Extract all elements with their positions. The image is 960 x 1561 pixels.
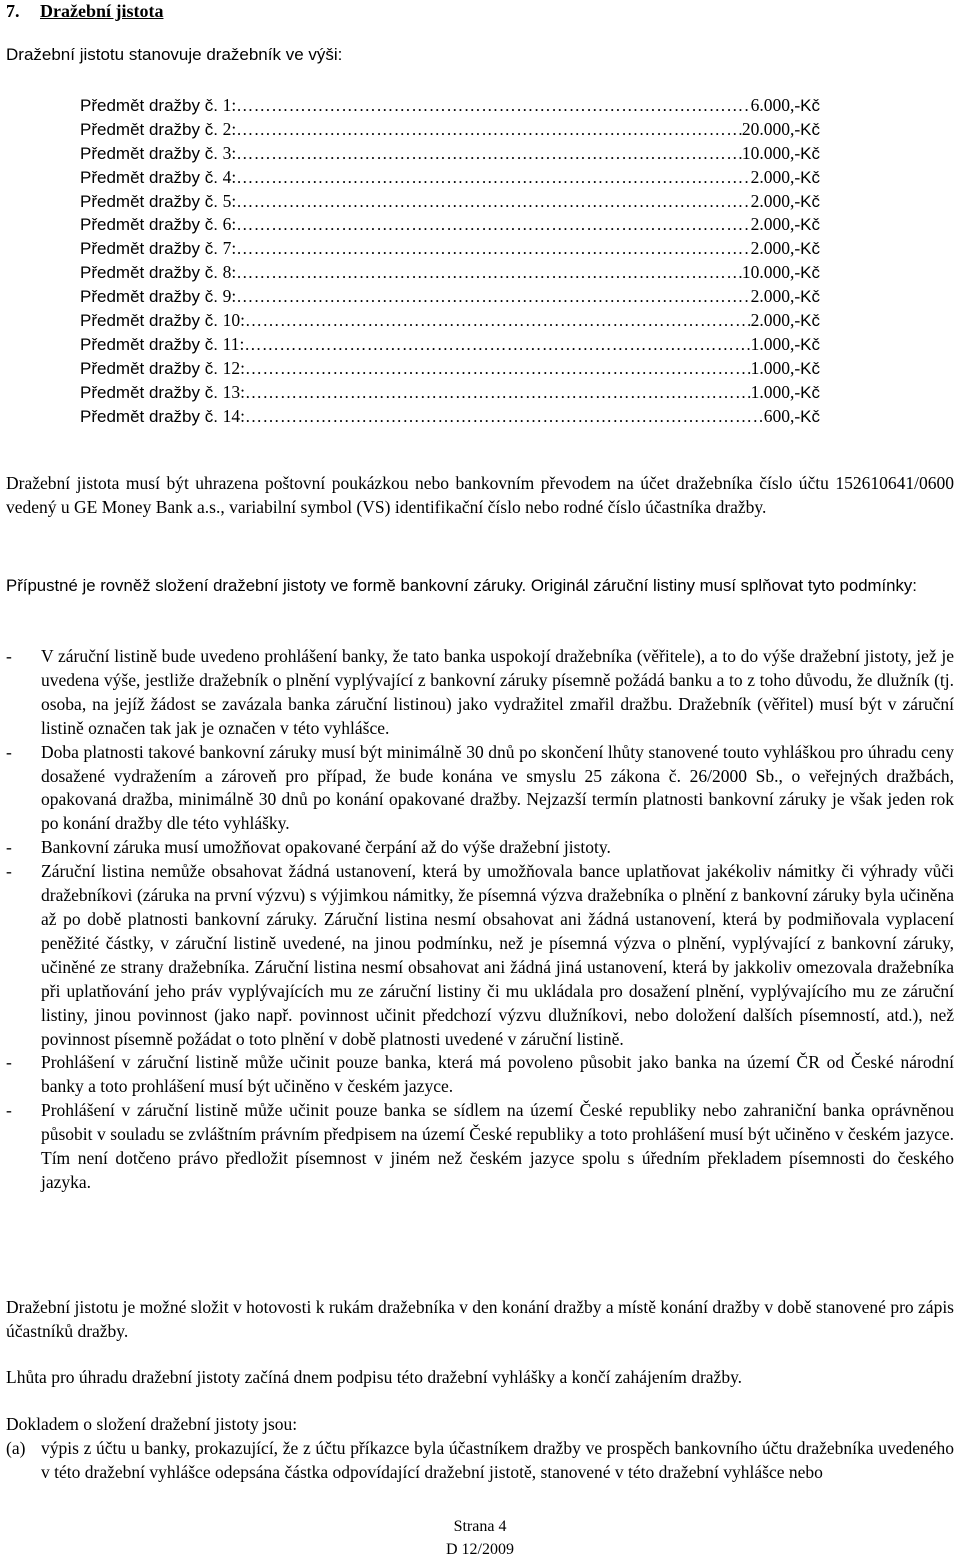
deposit-item	[80, 285, 820, 309]
leader-dots	[245, 309, 751, 333]
condition-text: Prohlášení v záruční listině může učinit pouze banka se sídlem na území České republiky nebo zahraniční banka oprávněnou působit v souladu se zvláštním právním předpisem na území České republiky a toto prohlášení musí být učiněno v českém jazyce. Tím není dotčeno právo předložit písemnost v jiném než českém jazyce spolu s úředním překladem písemnosti do českého jazyka.	[41, 1100, 954, 1192]
currency: Kč	[800, 239, 820, 259]
proofs-title-text: Dokladem o složení dražební jistoty jsou:	[6, 1414, 298, 1434]
currency: Kč	[800, 263, 820, 283]
deposit-item-label: Předmět dražby č. 7:	[80, 238, 237, 259]
deposit-item-label: Předmět dražby č. 13:	[80, 381, 246, 402]
currency: Kč	[800, 334, 820, 354]
deposit-item	[80, 381, 820, 405]
guarantee-text: Přípustné je rovněž složení dražební jistoty ve formě bankovní záruky. Originál záruční listiny musí splňovat tyto podmínky:	[6, 576, 917, 595]
currency: Kč	[800, 167, 820, 187]
deposit-item-label: Předmět dražby č. 2:	[80, 118, 237, 139]
currency: Kč	[800, 119, 820, 139]
leader-dots	[244, 333, 750, 357]
leader-dots	[236, 285, 750, 309]
section-number: 7.	[6, 1, 20, 21]
proofs-list	[6, 1437, 954, 1485]
deposit-amount: 1.000,-	[750, 333, 801, 354]
deadline-text: Lhůta pro úhradu dražební jistoty začíná dnem podpisu této dražební vyhlášky a končí zahájením dražby.	[6, 1367, 743, 1387]
section-title: Dražební jistota	[40, 1, 164, 21]
list-dash: -	[6, 1052, 12, 1073]
deposit-item-label: Předmět dražby č. 12:	[80, 357, 246, 378]
guarantee-paragraph	[6, 574, 954, 598]
deposit-amount: 1.000,-	[750, 357, 801, 378]
deposit-list	[80, 94, 820, 428]
deposit-item-label: Předmět dražby č. 8:	[80, 262, 237, 283]
deposit-amount: 2.000,-	[750, 310, 801, 331]
condition-text: Doba platnosti takové bankovní záruky musí být minimálně 30 dnů po skončení lhůty stanovené touto vyhláškou pro úhradu ceny dosažené vydražením a zároveň pro případ, že bude konána ve smyslu 25 zákona č. 26/2000 Sb., o veřejných dražbách, opakovaná dražba, minimálně 30 dnů po konání opakované dražby. Nejzazší termín platnosti bankovní záruky je však jeden rok po konání dražby dle této vyhlášky.	[41, 741, 954, 834]
leader-dots	[245, 357, 751, 381]
condition-item	[6, 836, 954, 860]
deposit-item	[80, 166, 820, 190]
leader-dots	[236, 118, 742, 142]
deposit-amount: 2.000,-	[750, 190, 801, 211]
deposit-item	[80, 213, 820, 237]
deposit-item-label: Předmět dražby č. 14:	[80, 405, 246, 426]
deposit-item	[80, 309, 820, 333]
currency: Kč	[800, 143, 820, 163]
deposit-item	[80, 237, 820, 261]
deposit-item	[80, 333, 820, 357]
deposit-item	[80, 261, 820, 285]
leader-dots	[245, 405, 764, 429]
cash-paragraph	[6, 1296, 954, 1344]
leader-dots	[245, 381, 751, 405]
list-dash: -	[6, 861, 12, 882]
condition-item	[6, 1051, 954, 1099]
proofs-title	[6, 1413, 954, 1437]
cash-text: Dražební jistotu je možné složit v hotovosti k rukám dražebníka v den konání dražby a místě konání dražby v době stanovené pro zápis účastníků dražby.	[6, 1297, 954, 1341]
footer-reference: D 12/2009	[446, 1541, 514, 1558]
footer-page-number: Strana 4	[453, 1518, 507, 1535]
deposit-item	[80, 142, 820, 166]
currency: Kč	[800, 215, 820, 235]
list-dash: -	[6, 646, 12, 666]
deposit-item-label: Předmět dražby č. 3:	[80, 142, 237, 163]
condition-item	[6, 645, 954, 741]
deposit-amount: 6.000,-	[750, 95, 801, 115]
leader-dots	[236, 166, 750, 190]
leader-dots	[236, 261, 742, 285]
deposit-item-label: Předmět dražby č. 1:	[80, 95, 237, 115]
leader-dots	[236, 213, 750, 237]
condition-text: Prohlášení v záruční listině může učinit pouze banka, která má povoleno působit jako banka na území ČR od České národní banky a toto prohlášení musí být učiněno v českém jazyce.	[41, 1052, 954, 1097]
deposit-item	[80, 118, 820, 142]
condition-text: V záruční listině bude uvedeno prohlášení banky, že tato banka uspokojí dražebníka (věřitele), a to do výše dražební jistoty, jež je uvedena výše, jestliže dražebník o plnění vyplývající z bankovní záruky písemně požádá banku a to z toho důvodu, že dlužník (tj. osoba, na jejíž žádost se zavázala banka záruční listinou) jako vydražitel zmařil dražbu. Dražebník (věřitel) musí být v záruční listině označen tak jak je označen v této vyhlášce.	[41, 646, 954, 738]
currency: Kč	[800, 191, 820, 211]
deposit-amount: 2.000,-	[750, 166, 801, 187]
deadline-paragraph	[6, 1366, 954, 1390]
deposit-item	[80, 357, 820, 381]
payment-text: Dražební jistota musí být uhrazena poštovní poukázkou nebo bankovním převodem na účet dražebníka číslo účtu 152610641/0600 vedený u GE Money Bank a.s., variabilní symbol (VS) identifikační číslo nebo rodné číslo účastníka dražby.	[6, 473, 954, 517]
condition-text: Záruční listina nemůže obsahovat žádná ustanovení, která by umožňovala bance uplatňovat jakékoliv námitky či výhrady vůči dražebníkovi (záruka na první výzvu) s výjimkou námitky, že písemná výzva dražebníka o plnění z bankovní záruky byla učiněna až po době platnosti bankovní záruky. Záruční listina nesmí obsahovat ani žádná ustanovení, která by podmiňovala vyplacení peněžité částky, v záruční listině uvedené, na jinou podmínku, než je písemná výzva o plnění, vyplývající z bankovní záruky, učiněné ze strany dražebníka. Záruční listina nesmí obsahovat ani žádná jiná ustanovení, která by jakkoliv omezovala dražebníka při uplatňování jeho práv vyplývajících mu ze záruční listiny či mu ukládala pro dosažení plnění, vyplývajícího mu ze záruční listiny, jinou povinnost (jako např. povinnost učinit předchozí výzvu dlužníkovi, nebo doložení dalších písemností, atd.), než povinnost písemně požádat o toto plnění v době platnosti uvedené v záruční listině.	[41, 861, 954, 1049]
proof-item	[6, 1437, 954, 1485]
list-dash: -	[6, 837, 12, 858]
list-dash: -	[6, 741, 12, 762]
deposit-amount: 1.000,-	[750, 381, 801, 402]
leader-dots	[236, 190, 750, 214]
deposit-amount: 20.000,-	[741, 118, 801, 139]
deposit-amount: 2.000,-	[750, 286, 801, 307]
leader-dots	[236, 94, 750, 118]
deposit-amount: 2.000,-	[750, 238, 801, 259]
condition-text: Bankovní záruka musí umožňovat opakované čerpání až do výše dražební jistoty.	[41, 837, 611, 858]
condition-item	[6, 860, 954, 1051]
deposit-item	[80, 94, 820, 118]
deposit-item-label: Předmět dražby č. 4:	[80, 166, 237, 187]
currency: Kč	[800, 311, 820, 331]
deposit-item-label: Předmět dražby č. 6:	[80, 214, 237, 235]
leader-dots	[236, 142, 742, 166]
guarantee-conditions-list	[6, 645, 954, 1195]
currency: Kč	[800, 96, 820, 115]
list-dash: -	[6, 1100, 12, 1121]
condition-item	[6, 741, 954, 837]
deposit-item	[80, 190, 820, 214]
deposit-amount: 10.000,-	[741, 262, 801, 283]
currency: Kč	[800, 358, 820, 378]
proof-marker: (a)	[6, 1438, 26, 1458]
payment-paragraph	[6, 472, 954, 520]
deposit-amount: 600,-	[763, 405, 801, 426]
deposit-item-label: Předmět dražby č. 9:	[80, 286, 237, 307]
deposit-item-label: Předmět dražby č. 5:	[80, 190, 237, 211]
leader-dots	[236, 237, 750, 261]
deposit-amount: 2.000,-	[750, 214, 801, 235]
deposit-item	[80, 405, 820, 429]
deposit-item-label: Předmět dražby č. 10:	[80, 310, 246, 331]
intro-text: Dražební jistotu stanovuje dražebník ve výši:	[6, 45, 343, 64]
currency: Kč	[800, 382, 820, 402]
deposit-item-label: Předmět dražby č. 11:	[80, 333, 245, 354]
currency: Kč	[800, 287, 820, 307]
section-heading	[6, 0, 163, 22]
condition-item	[6, 1099, 954, 1195]
deposit-amount: 10.000,-	[741, 142, 801, 163]
currency: Kč	[800, 406, 820, 426]
proof-text: výpis z účtu u banky, prokazující, že z účtu příkazce byla účastníkem dražby ve prospěch bankovního účtu dražebníka uvedeného v této dražební vyhlášce odepsána částka odpovídající dražební jistotě, stanovené v této dražební vyhlášce nebo	[41, 1438, 954, 1482]
